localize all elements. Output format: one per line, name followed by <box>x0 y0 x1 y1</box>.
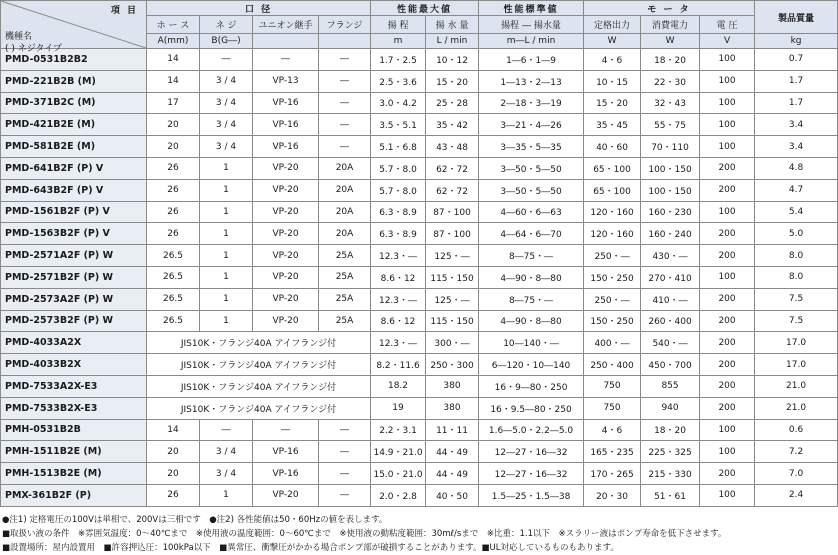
head-flow-cell: 6―120・10―140 <box>479 354 584 376</box>
voltage-cell: 100 <box>700 49 755 71</box>
voltage-cell: 200 <box>700 245 755 267</box>
hose-cell: 26.5 <box>147 310 200 332</box>
flange-cell: ― <box>319 114 371 136</box>
rated-output-cell: 400・― <box>584 332 641 354</box>
voltage-cell: 100 <box>700 266 755 288</box>
power-cell: 430・― <box>641 245 700 267</box>
rated-output-cell: 250・400 <box>584 354 641 376</box>
flange-cell: 25A <box>319 310 371 332</box>
head-flow-cell: 8―75・― <box>479 288 584 310</box>
group-motor: モ ー タ <box>584 1 755 16</box>
head-flow-cell: 4―60・6―63 <box>479 201 584 223</box>
flow-cell: 300・― <box>426 332 479 354</box>
union-cell: ― <box>253 419 319 441</box>
flow-cell: 40・50 <box>426 484 479 506</box>
voltage-cell: 200 <box>700 397 755 419</box>
hose-cell: 20 <box>147 136 200 158</box>
table-row <box>1 201 838 223</box>
head-cell: 12.3・― <box>371 288 426 310</box>
flow-cell: 44・49 <box>426 441 479 463</box>
flow-cell: 115・150 <box>426 310 479 332</box>
weight-cell: 3.4 <box>755 136 838 158</box>
head-cell: 12.3・― <box>371 332 426 354</box>
col-hose: ホ ー ス <box>147 16 200 34</box>
table-row <box>1 70 838 92</box>
head-flow-cell: 12―27・16―32 <box>479 463 584 485</box>
table-row <box>1 266 838 288</box>
thread-cell: 1 <box>200 266 253 288</box>
union-cell: VP-16 <box>253 114 319 136</box>
table-row <box>1 375 838 397</box>
union-cell: VP-16 <box>253 136 319 158</box>
power-cell: 450・700 <box>641 354 700 376</box>
rated-output-cell: 120・160 <box>584 201 641 223</box>
model-cell: PMD-1563B2F (P) V <box>1 223 147 245</box>
model-cell: PMD-0531B2B2 <box>1 49 147 71</box>
power-cell: 410・― <box>641 288 700 310</box>
unit-head: m <box>371 34 426 49</box>
voltage-cell: 200 <box>700 157 755 179</box>
model-cell: PMD-2571B2F (P) W <box>1 266 147 288</box>
head-flow-cell: 3―21・4―26 <box>479 114 584 136</box>
head-flow-cell: 8―75・― <box>479 245 584 267</box>
union-cell: VP-16 <box>253 463 319 485</box>
head-flow-cell: 1―6・1―9 <box>479 49 584 71</box>
table-row <box>1 441 838 463</box>
model-cell: PMD-581B2E (M) <box>1 136 147 158</box>
rated-output-cell: 150・250 <box>584 310 641 332</box>
thread-cell: 3 / 4 <box>200 92 253 114</box>
weight-cell: 21.0 <box>755 397 838 419</box>
union-cell: VP-20 <box>253 310 319 332</box>
hose-cell: 26 <box>147 157 200 179</box>
hose-cell: 20 <box>147 463 200 485</box>
flange-cell: ― <box>319 419 371 441</box>
power-cell: 540・― <box>641 332 700 354</box>
weight-cell: 4.8 <box>755 157 838 179</box>
weight-cell: 4.7 <box>755 179 838 201</box>
table-row <box>1 114 838 136</box>
group-std-perf: 性能標準値 <box>479 1 584 16</box>
head-cell: 5.7・8.0 <box>371 157 426 179</box>
head-cell: 18.2 <box>371 375 426 397</box>
hose-cell: 26 <box>147 179 200 201</box>
voltage-cell: 100 <box>700 92 755 114</box>
hose-cell: 26.5 <box>147 245 200 267</box>
model-cell: PMD-4033B2X <box>1 354 147 376</box>
voltage-cell: 200 <box>700 288 755 310</box>
col-power: 消費電力 <box>641 16 700 34</box>
notes <box>0 513 837 555</box>
voltage-cell: 200 <box>700 332 755 354</box>
model-cell: PMH-0531B2B <box>1 419 147 441</box>
union-cell: VP-16 <box>253 92 319 114</box>
model-cell: PMD-421B2E (M) <box>1 114 147 136</box>
thread-cell: ― <box>200 419 253 441</box>
thread-cell: 1 <box>200 310 253 332</box>
unit-head-flow: m―L / min <box>479 34 584 49</box>
voltage-cell: 200 <box>700 179 755 201</box>
model-cell: PMH-1513B2E (M) <box>1 463 147 485</box>
col-head: 揚 程 <box>371 16 426 34</box>
table-row <box>1 397 838 419</box>
voltage-cell: 100 <box>700 201 755 223</box>
head-cell: 8.6・12 <box>371 266 426 288</box>
rated-output-cell: 4・6 <box>584 419 641 441</box>
voltage-cell: 100 <box>700 441 755 463</box>
head-cell: 8.6・12 <box>371 310 426 332</box>
rated-output-cell: 750 <box>584 375 641 397</box>
model-cell: PMX-361B2F (P) <box>1 484 147 506</box>
flow-cell: 10・12 <box>426 49 479 71</box>
voltage-cell: 200 <box>700 354 755 376</box>
col-thread: ネ ジ <box>200 16 253 34</box>
union-cell: VP-20 <box>253 266 319 288</box>
weight-cell: 21.0 <box>755 375 838 397</box>
table-row <box>1 484 838 506</box>
power-cell: 270・410 <box>641 266 700 288</box>
unit-rated-output: W <box>584 34 641 49</box>
weight-cell: 8.0 <box>755 266 838 288</box>
table-row <box>1 49 838 71</box>
voltage-cell: 100 <box>700 136 755 158</box>
power-cell: 260・400 <box>641 310 700 332</box>
power-cell: 855 <box>641 375 700 397</box>
flow-cell: 35・42 <box>426 114 479 136</box>
flow-cell: 115・150 <box>426 266 479 288</box>
union-cell: VP-16 <box>253 441 319 463</box>
flange-cell: ― <box>319 484 371 506</box>
flange-spec-cell: JIS10K・フランジ40A アイフランジ付 <box>147 354 371 376</box>
flange-cell: ― <box>319 70 371 92</box>
power-cell: 100・150 <box>641 179 700 201</box>
note-line: ■設置場所：屋内設置用 ■許容押込圧：100kPa以下 ■異常圧、衝撃圧がかかる場合ポンプ部が破損することがあります。■UL対応しているものもあります。 <box>2 543 619 553</box>
flow-cell: 87・100 <box>426 201 479 223</box>
rated-output-cell: 35・45 <box>584 114 641 136</box>
thread-cell: 1 <box>200 201 253 223</box>
weight-cell: 17.0 <box>755 354 838 376</box>
head-cell: 19 <box>371 397 426 419</box>
flange-cell: ― <box>319 136 371 158</box>
union-cell: VP-20 <box>253 288 319 310</box>
rated-output-cell: 750 <box>584 397 641 419</box>
model-cell: PMD-1561B2F (P) V <box>1 201 147 223</box>
flange-cell: ― <box>319 49 371 71</box>
model-cell: PMD-641B2F (P) V <box>1 157 147 179</box>
power-cell: 18・20 <box>641 49 700 71</box>
group-port: 口 径 <box>147 1 371 16</box>
model-cell: PMD-2573B2F (P) W <box>1 310 147 332</box>
head-cell: 2.5・3.6 <box>371 70 426 92</box>
head-flow-cell: 16・9―80・250 <box>479 375 584 397</box>
weight-cell: 7.2 <box>755 441 838 463</box>
unit-voltage: V <box>700 34 755 49</box>
union-cell: VP-20 <box>253 223 319 245</box>
flange-cell: 20A <box>319 201 371 223</box>
note-line: ●注1) 定格電圧の100Vは単相で、200Vは三相です ●注2) 各性能値は50・60Hzの値を表します。 <box>2 515 388 525</box>
flow-cell: 15・20 <box>426 70 479 92</box>
power-cell: 940 <box>641 397 700 419</box>
voltage-cell: 100 <box>700 114 755 136</box>
flow-cell: 44・49 <box>426 463 479 485</box>
thread-cell: 1 <box>200 179 253 201</box>
flange-spec-cell: JIS10K・フランジ40A アイフランジ付 <box>147 375 371 397</box>
col-union: ユニオン継手 <box>253 16 319 34</box>
head-cell: 5.1・6.8 <box>371 136 426 158</box>
weight-cell: 7.0 <box>755 463 838 485</box>
power-cell: 55・75 <box>641 114 700 136</box>
thread-cell: ― <box>200 49 253 71</box>
flow-cell: 380 <box>426 397 479 419</box>
voltage-cell: 200 <box>700 463 755 485</box>
model-cell: PMD-221B2B (M) <box>1 70 147 92</box>
union-cell: VP-13 <box>253 70 319 92</box>
group-weight: 製品質量 <box>755 1 838 34</box>
table-row <box>1 310 838 332</box>
power-cell: 215・330 <box>641 463 700 485</box>
rated-output-cell: 250・― <box>584 245 641 267</box>
table-row <box>1 288 838 310</box>
power-cell: 160・230 <box>641 201 700 223</box>
hose-cell: 14 <box>147 49 200 71</box>
unit-flange <box>319 34 371 49</box>
thread-type-label: ( ) ネジタイプ <box>5 44 62 54</box>
head-cell: 6.3・8.9 <box>371 201 426 223</box>
table-row <box>1 332 838 354</box>
model-cell: PMD-2573A2F (P) W <box>1 288 147 310</box>
voltage-cell: 100 <box>700 484 755 506</box>
thread-cell: 1 <box>200 245 253 267</box>
flow-cell: 125・― <box>426 245 479 267</box>
weight-cell: 1.7 <box>755 70 838 92</box>
flow-cell: 62・72 <box>426 157 479 179</box>
head-cell: 1.7・2.5 <box>371 49 426 71</box>
table-row <box>1 92 838 114</box>
table-row <box>1 223 838 245</box>
table-row <box>1 245 838 267</box>
weight-cell: 5.4 <box>755 201 838 223</box>
head-cell: 2.0・2.8 <box>371 484 426 506</box>
head-flow-cell: 2―18・3―19 <box>479 92 584 114</box>
hose-cell: 26.5 <box>147 288 200 310</box>
flange-cell: 25A <box>319 288 371 310</box>
hose-cell: 26.5 <box>147 266 200 288</box>
head-flow-cell: 3―50・5―50 <box>479 179 584 201</box>
model-cell: PMD-7533B2X-E3 <box>1 397 147 419</box>
power-cell: 70・110 <box>641 136 700 158</box>
flow-cell: 25・28 <box>426 92 479 114</box>
head-cell: 12.3・― <box>371 245 426 267</box>
thread-cell: 3 / 4 <box>200 463 253 485</box>
head-cell: 15.0・21.0 <box>371 463 426 485</box>
voltage-cell: 200 <box>700 223 755 245</box>
unit-hose: A(mm) <box>147 34 200 49</box>
thread-cell: 3 / 4 <box>200 70 253 92</box>
model-cell: PMD-643B2F (P) V <box>1 179 147 201</box>
weight-cell: 8.0 <box>755 245 838 267</box>
voltage-cell: 200 <box>700 310 755 332</box>
flange-cell: 25A <box>319 245 371 267</box>
power-cell: 18・20 <box>641 419 700 441</box>
head-flow-cell: 4―90・8―80 <box>479 266 584 288</box>
union-cell: VP-20 <box>253 157 319 179</box>
flow-cell: 62・72 <box>426 179 479 201</box>
flange-cell: ― <box>319 92 371 114</box>
hose-cell: 14 <box>147 70 200 92</box>
weight-cell: 7.5 <box>755 310 838 332</box>
rated-output-cell: 250・― <box>584 288 641 310</box>
note-line: ■取扱い液の条件 ※雰囲気温度：0～40℃まで ※使用液の温度範囲：0～60℃まで ※使用液の動粘度範囲：30mℓ/sまで ※比重：1.1以下 ※スラリー液はポンプ寿命を低下させます。 <box>2 529 727 539</box>
model-cell: PMD-7533A2X-E3 <box>1 375 147 397</box>
union-cell: VP-20 <box>253 245 319 267</box>
flow-cell: 11・11 <box>426 419 479 441</box>
weight-cell: 7.5 <box>755 288 838 310</box>
thread-cell: 1 <box>200 157 253 179</box>
model-cell: PMD-371B2C (M) <box>1 92 147 114</box>
col-voltage: 電 圧 <box>700 16 755 34</box>
weight-cell: 1.7 <box>755 92 838 114</box>
head-flow-cell: 12―27・16―32 <box>479 441 584 463</box>
table-row <box>1 354 838 376</box>
head-cell: 6.3・8.9 <box>371 223 426 245</box>
weight-cell: 5.0 <box>755 223 838 245</box>
flange-spec-cell: JIS10K・フランジ40A アイフランジ付 <box>147 397 371 419</box>
power-cell: 225・325 <box>641 441 700 463</box>
power-cell: 100・150 <box>641 157 700 179</box>
voltage-cell: 200 <box>700 375 755 397</box>
unit-weight: kg <box>755 34 838 49</box>
model-label: 機種名 <box>5 32 33 42</box>
flow-cell: 87・100 <box>426 223 479 245</box>
head-flow-cell: 3―50・5―50 <box>479 157 584 179</box>
rated-output-cell: 15・20 <box>584 92 641 114</box>
flow-cell: 43・48 <box>426 136 479 158</box>
rated-output-cell: 40・60 <box>584 136 641 158</box>
hose-cell: 17 <box>147 92 200 114</box>
header-corner <box>1 1 147 54</box>
voltage-cell: 100 <box>700 70 755 92</box>
thread-cell: 3 / 4 <box>200 114 253 136</box>
thread-cell: 1 <box>200 223 253 245</box>
head-flow-cell: 16・9.5―80・250 <box>479 397 584 419</box>
power-cell: 160・240 <box>641 223 700 245</box>
model-cell: PMH-1511B2E (M) <box>1 441 147 463</box>
rated-output-cell: 65・100 <box>584 157 641 179</box>
spec-table-body <box>1 49 838 507</box>
rated-output-cell: 4・6 <box>584 49 641 71</box>
thread-cell: 1 <box>200 484 253 506</box>
hose-cell: 14 <box>147 419 200 441</box>
head-flow-cell: 10―140・― <box>479 332 584 354</box>
table-row <box>1 419 838 441</box>
head-cell: 3.5・5.1 <box>371 114 426 136</box>
rated-output-cell: 10・15 <box>584 70 641 92</box>
rated-output-cell: 65・100 <box>584 179 641 201</box>
col-rated-output: 定格出力 <box>584 16 641 34</box>
flange-cell: ― <box>319 463 371 485</box>
flow-cell: 250・300 <box>426 354 479 376</box>
table-row <box>1 136 838 158</box>
unit-union <box>253 34 319 49</box>
table-row <box>1 179 838 201</box>
weight-cell: 0.7 <box>755 49 838 71</box>
flow-cell: 380 <box>426 375 479 397</box>
union-cell: ― <box>253 49 319 71</box>
flange-cell: 20A <box>319 179 371 201</box>
hose-cell: 20 <box>147 441 200 463</box>
voltage-cell: 100 <box>700 419 755 441</box>
head-cell: 14.9・21.0 <box>371 441 426 463</box>
rated-output-cell: 170・265 <box>584 463 641 485</box>
flange-spec-cell: JIS10K・フランジ40A アイフランジ付 <box>147 332 371 354</box>
rated-output-cell: 150・250 <box>584 266 641 288</box>
flange-cell: ― <box>319 441 371 463</box>
flange-cell: 25A <box>319 266 371 288</box>
hose-cell: 20 <box>147 114 200 136</box>
union-cell: VP-20 <box>253 201 319 223</box>
head-flow-cell: 3―35・5―35 <box>479 136 584 158</box>
rated-output-cell: 165・235 <box>584 441 641 463</box>
table-row <box>1 157 838 179</box>
head-cell: 2.2・3.1 <box>371 419 426 441</box>
head-cell: 3.0・4.2 <box>371 92 426 114</box>
unit-thread: B(G―) <box>200 34 253 49</box>
head-cell: 5.7・8.0 <box>371 179 426 201</box>
hose-cell: 26 <box>147 223 200 245</box>
power-cell: 51・61 <box>641 484 700 506</box>
unit-power: W <box>641 34 700 49</box>
power-cell: 32・43 <box>641 92 700 114</box>
model-cell: PMD-4033A2X <box>1 332 147 354</box>
col-flange: フランジ <box>319 16 371 34</box>
head-flow-cell: 4―90・8―80 <box>479 310 584 332</box>
flange-cell: 20A <box>319 223 371 245</box>
table-row <box>1 463 838 485</box>
head-flow-cell: 4―64・6―70 <box>479 223 584 245</box>
rated-output-cell: 20・30 <box>584 484 641 506</box>
thread-cell: 3 / 4 <box>200 136 253 158</box>
head-flow-cell: 1―13・2―13 <box>479 70 584 92</box>
weight-cell: 17.0 <box>755 332 838 354</box>
unit-flow: L / min <box>426 34 479 49</box>
union-cell: VP-20 <box>253 484 319 506</box>
group-max-perf: 性能最大値 <box>371 1 479 16</box>
thread-cell: 3 / 4 <box>200 441 253 463</box>
hose-cell: 26 <box>147 201 200 223</box>
head-flow-cell: 1.6―5.0・2.2―5.0 <box>479 419 584 441</box>
col-flow: 揚 水 量 <box>426 16 479 34</box>
col-head-flow: 揚程 ― 揚水量 <box>479 16 584 34</box>
union-cell: VP-20 <box>253 179 319 201</box>
weight-cell: 2.4 <box>755 484 838 506</box>
flange-cell: 20A <box>319 157 371 179</box>
thread-cell: 1 <box>200 288 253 310</box>
weight-cell: 0.6 <box>755 419 838 441</box>
weight-cell: 3.4 <box>755 114 838 136</box>
power-cell: 22・30 <box>641 70 700 92</box>
flow-cell: 125・― <box>426 288 479 310</box>
rated-output-cell: 120・160 <box>584 223 641 245</box>
hose-cell: 26 <box>147 484 200 506</box>
model-cell: PMD-2571A2F (P) W <box>1 245 147 267</box>
head-cell: 8.2・11.6 <box>371 354 426 376</box>
head-flow-cell: 1.5―25・1.5―38 <box>479 484 584 506</box>
item-label: 項 目 <box>110 6 138 16</box>
